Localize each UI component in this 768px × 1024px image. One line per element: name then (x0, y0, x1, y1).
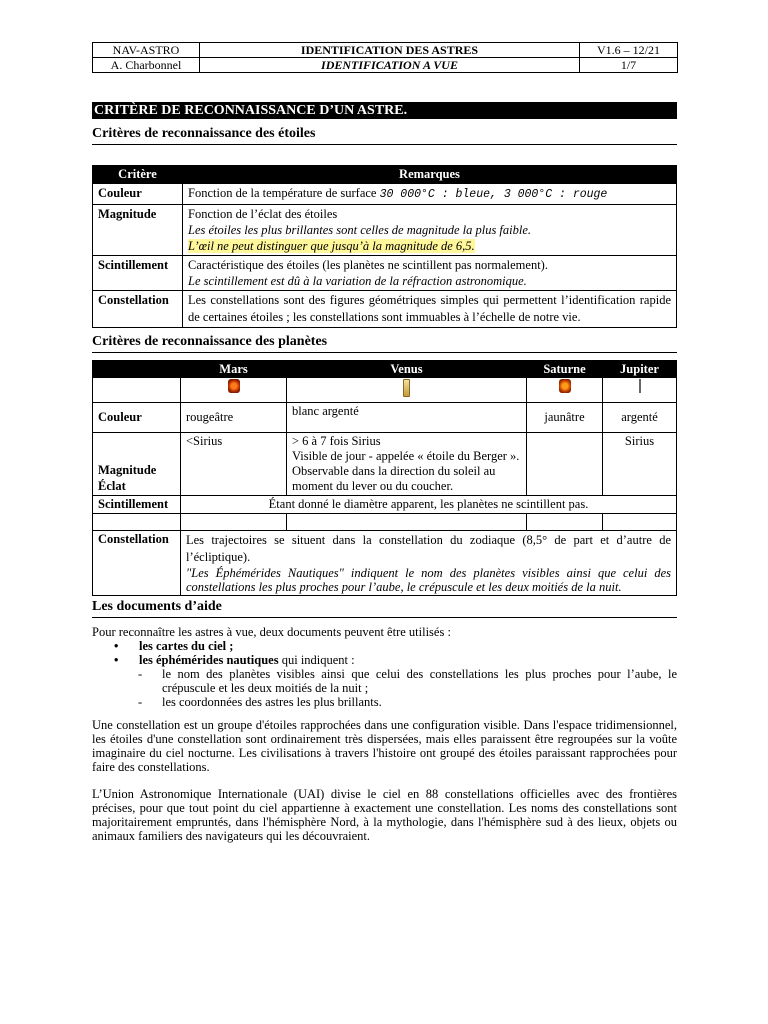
highlighted-remark: L’œil ne peut distinguer que jusqu’à la magnitude de 6,5. (188, 239, 475, 253)
table-row (93, 403, 677, 433)
criterion-label: Scintillement (93, 496, 181, 514)
remark-cell (183, 256, 677, 291)
help-documents-list (92, 625, 677, 709)
intro-text: Pour reconnaître les astres à vue, deux documents peuvent être utilisés : (92, 625, 451, 639)
bullet-text: qui indiquent : (278, 653, 355, 667)
criterion-label (93, 433, 181, 496)
column-header-venus: Venus (287, 361, 527, 378)
eclat-label: Éclat (98, 479, 126, 493)
remark-text: Fonction de l’éclat des étoiles (188, 207, 338, 221)
table-row (93, 378, 677, 403)
column-header-empty (93, 361, 181, 378)
jupiter-magnitude: Sirius (603, 433, 677, 496)
list-item (92, 653, 677, 667)
stars-criteria-heading: Critères de reconnaissance des étoiles (92, 125, 677, 145)
planets-criteria-table (92, 360, 677, 596)
table-row (93, 184, 677, 205)
column-header-saturne: Saturne (527, 361, 603, 378)
column-header-criterion: Critère (93, 166, 183, 184)
column-header-remarks: Remarques (183, 166, 677, 184)
section-title: CRITÈRE DE RECONNAISSANCE D’UN ASTRE. (92, 102, 677, 119)
header-page-number: 1/7 (580, 58, 678, 73)
criterion-label: Constellation (93, 531, 181, 596)
planets-criteria-heading: Critères de reconnaissance des planètes (92, 333, 677, 353)
table-row (93, 256, 677, 291)
header-document-subtitle: IDENTIFICATION A VUE (200, 58, 580, 73)
criterion-label: Constellation (93, 291, 183, 328)
planets-twinkle-text: Étant donné le diamètre apparent, les planètes ne scintillent pas. (181, 496, 677, 514)
remark-text: Les constellations sont des figures géométriques simples qui permettent l’identification rapide de certaines étoiles ; les constellations sont immuables à l’échelle de notre vie. (183, 291, 677, 328)
stars-criteria-table (92, 165, 677, 328)
table-row (93, 514, 677, 531)
ephemeris-text: "Les Éphémérides Nautiques" indiquent le nom des planètes visibles ainsi que celui des constellations les plus proches pour l’aube, le crépuscule et les deux moitiés de la nuit. (186, 566, 671, 594)
venus-planet-icon (403, 379, 410, 397)
remark-text: Caractéristique des étoiles (les planètes ne scintillent pas normalement). (188, 258, 548, 272)
table-row (93, 291, 677, 328)
venus-magnitude-text: > 6 à 7 fois Sirius (292, 434, 381, 448)
table-row (93, 433, 677, 496)
header-version: V1.6 – 12/21 (580, 43, 678, 58)
remark-text: Le scintillement est dû à la variation de la réfraction astronomique. (188, 274, 527, 288)
saturn-planet-icon (559, 379, 571, 393)
criterion-label: Couleur (93, 403, 181, 433)
table-row (93, 496, 677, 514)
document-header-table (92, 42, 678, 73)
jupiter-color: argenté (603, 403, 677, 433)
mars-planet-icon (228, 379, 240, 393)
venus-observation-text: Observable dans la direction du soleil au moment du lever ou du coucher. (292, 464, 496, 493)
list-item: • les cartes du ciel ; (92, 639, 677, 653)
planets-constellation-cell (181, 531, 677, 596)
magnitude-label: Magnitude (98, 463, 157, 477)
table-row (93, 531, 677, 596)
venus-visibility-text: Visible de jour - appelée « étoile du Berger ». (292, 449, 520, 463)
uai-paragraph: L’Union Astronomique Internationale (UAI) divise le ciel en 88 constellations officielles avec des frontières précises, pour que tout point du ciel appartienne à exactement une constellation. Les noms des constellations sont majoritairement empruntés, dans l'hémisphère Nord, à la mythologie, dans l'hémisphère sud à des lieux, objets ou animaux familiers des navigateurs qui les découvraient. (92, 787, 677, 843)
temperature-range-text: 30 000°C : bleue, 3 000°C : rouge (379, 188, 608, 201)
jupiter-planet-icon (639, 379, 641, 393)
table-row (93, 205, 677, 256)
help-documents-heading: Les documents d’aide (92, 598, 677, 618)
list-item: - les coordonnées des astres les plus brillants. (92, 695, 677, 709)
column-header-jupiter: Jupiter (603, 361, 677, 378)
saturne-magnitude (527, 433, 603, 496)
criterion-label: Magnitude (93, 205, 183, 256)
venus-color: blanc argenté (287, 403, 527, 433)
mars-magnitude: <Sirius (181, 433, 287, 496)
column-header-mars: Mars (181, 361, 287, 378)
zodiac-text: Les trajectoires se situent dans la constellation du zodiaque (8,5° de part et d’autre de l’écliptique). (186, 533, 671, 564)
constellation-paragraph: Une constellation est un groupe d'étoiles rapprochées dans une configuration visible. Dans l'espace tridimensionnel, les étoiles d'une constellation sont ordinairement très dispersées, mais elles paraissent être regroupées sur la voûte imaginaire du ciel nocturne. Les civilisations à travers l'histoire ont groupé des étoiles paraissant rapprochées pour faire des constellations. (92, 718, 677, 774)
remark-text: Fonction de la température de surface (188, 186, 380, 200)
header-course-code: NAV-ASTRO (93, 43, 200, 58)
header-document-title: IDENTIFICATION DES ASTRES (200, 43, 580, 58)
document-page (92, 42, 677, 843)
criterion-label: Scintillement (93, 256, 183, 291)
remark-text: Les étoiles les plus brillantes sont celles de magnitude la plus faible. (188, 223, 532, 237)
mars-color: rougeâtre (181, 403, 287, 433)
remark-cell (183, 205, 677, 256)
criterion-label: Couleur (93, 184, 183, 205)
list-item: - le nom des planètes visibles ainsi que celui des constellations les plus proches pour l’aube, le crépuscule et les deux moitiés de la nuit ; (92, 667, 677, 695)
header-author: A. Charbonnel (93, 58, 200, 73)
venus-magnitude-cell (287, 433, 527, 496)
saturne-color: jaunâtre (527, 403, 603, 433)
remark-cell (183, 184, 677, 205)
bullet-bold-text: les éphémérides nautiques (139, 653, 279, 667)
